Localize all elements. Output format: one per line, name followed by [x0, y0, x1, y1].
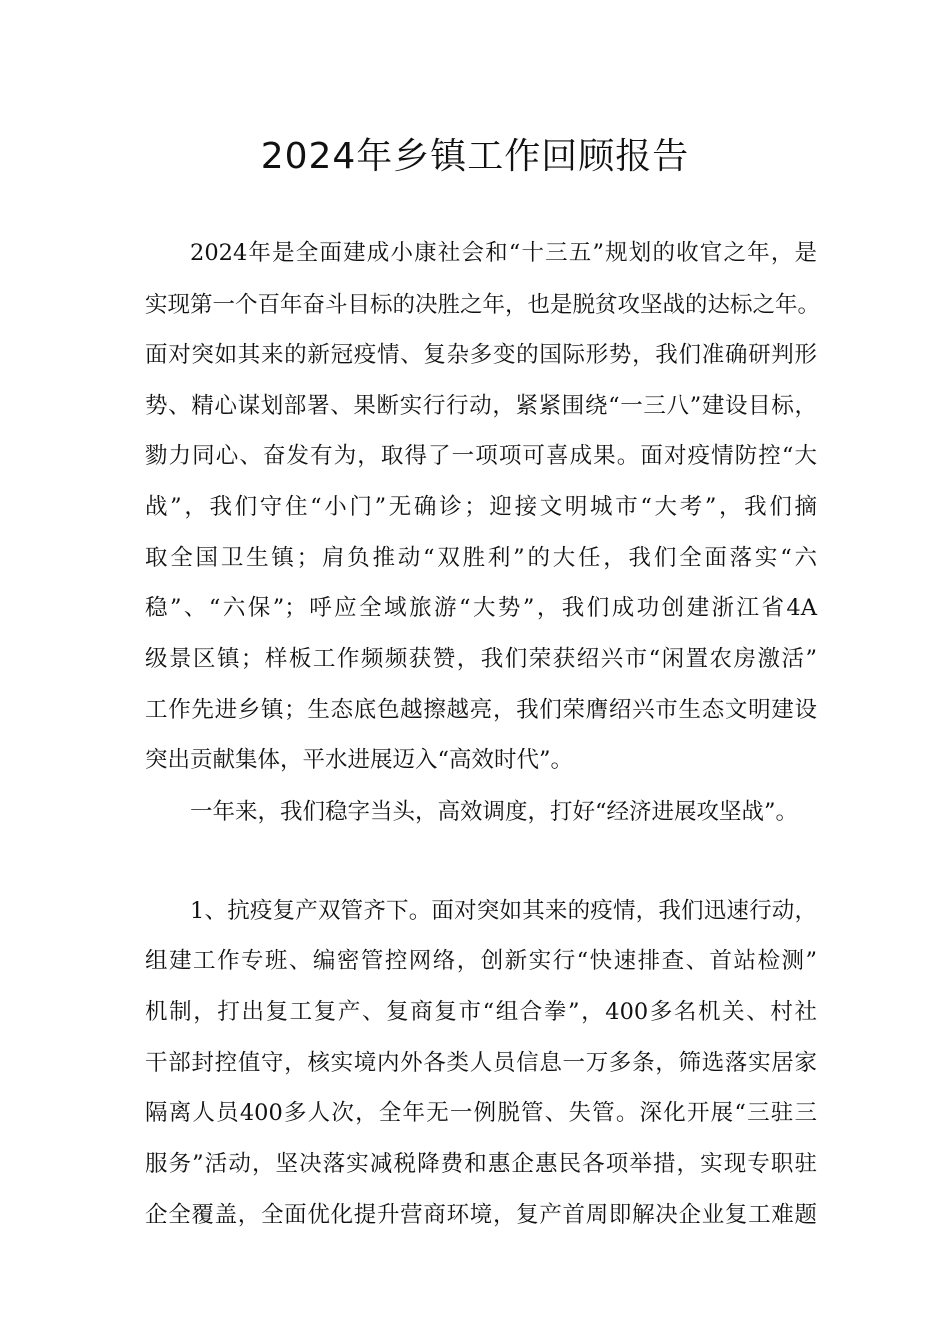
paragraph-line: 干部封控值守，核实境内外各类人员信息一万多条，筛选落实居家: [145, 1050, 817, 1076]
paragraph-line: 稳”、“六保”；呼应全域旅游“大势”，我们成功创建浙江省4A: [145, 595, 817, 621]
paragraph-line: 势、精心谋划部署、果断实行行动，紧紧围绕“一三八”建设目标，: [145, 393, 817, 419]
paragraph-line: 2024年是全面建成小康社会和“十三五”规划的收官之年，是: [190, 240, 817, 266]
paragraph-line: 服务”活动，坚决落实减税降费和惠企惠民各项举措，实现专职驻: [145, 1151, 817, 1177]
paragraph-line: 工作先进乡镇；生态底色越擦越亮，我们荣膺绍兴市生态文明建设: [145, 697, 817, 723]
paragraph-line: 取全国卫生镇；肩负推动“双胜利”的大任，我们全面落实“六: [145, 545, 817, 571]
paragraph-line: 机制，打出复工复产、复商复市“组合拳”，400多名机关、村社: [145, 999, 817, 1025]
paragraph-line: 1、抗疫复产双管齐下。面对突如其来的疫情，我们迅速行动，: [190, 898, 817, 924]
page-title: 2024年乡镇工作回顾报告: [260, 136, 690, 177]
paragraph-line: 实现第一个百年奋斗目标的决胜之年，也是脱贫攻坚战的达标之年。: [145, 292, 821, 318]
paragraph-line: 组建工作专班、编密管控网络，创新实行“快速排查、首站检测”: [145, 948, 817, 974]
paragraph-line: 突出贡献集体，平水进展迈入“高效时代”。: [145, 747, 574, 773]
paragraph-line: 隔离人员400多人次，全年无一例脱管、失管。深化开展“三驻三: [145, 1100, 817, 1126]
paragraph-line: 战”，我们守住“小门”无确诊；迎接文明城市“大考”，我们摘: [145, 494, 817, 520]
paragraph-line: 一年来，我们稳字当头，高效调度，打好“经济进展攻坚战”。: [190, 799, 799, 825]
paragraph-line: 级景区镇；样板工作频频获赞，我们荣获绍兴市“闲置农房激活”: [145, 646, 817, 672]
paragraph-line: 勠力同心、奋发有为，取得了一项项可喜成果。面对疫情防控“大: [145, 443, 817, 469]
paragraph-line: 企全覆盖，全面优化提升营商环境，复产首周即解决企业复工难题: [145, 1202, 817, 1228]
paragraph-line: 面对突如其来的新冠疫情、复杂多变的国际形势，我们准确研判形: [145, 342, 817, 368]
